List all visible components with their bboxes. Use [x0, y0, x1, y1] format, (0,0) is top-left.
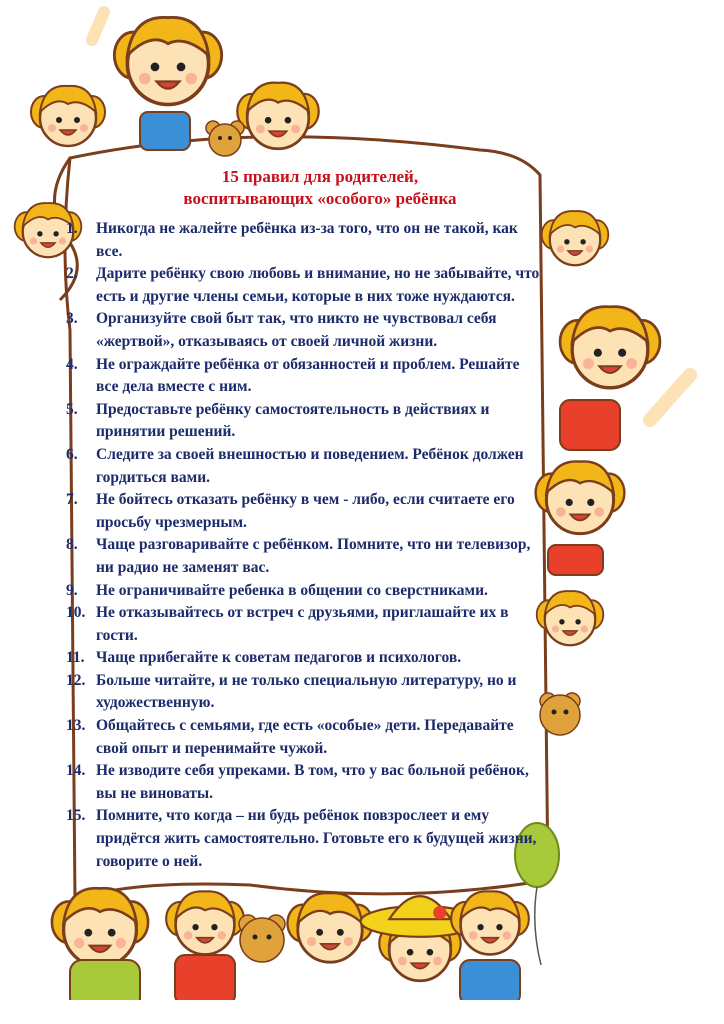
rule-text: Не бойтесь отказать ребёнку в чем - либо, если считаете его просьбу чрезмерным.	[96, 491, 515, 531]
teddy-bear-bottom	[239, 915, 285, 962]
rule-number: 1.	[66, 220, 78, 237]
rule-item	[66, 218, 544, 263]
rule-text: Предоставьте ребёнку самостоятельность в действиях и принятии решений.	[96, 400, 490, 441]
rule-item	[66, 308, 544, 353]
rule-number: 3.	[66, 310, 78, 328]
rule-item	[66, 805, 544, 873]
rule-number: 4.	[66, 355, 78, 373]
rule-text: Организуйте свой быт так, что никто не чувствовал себя «жертвой», отказываясь от своей личной жизни.	[96, 310, 497, 350]
kid-bottom-1	[52, 888, 148, 966]
rule-item	[66, 354, 544, 399]
rule-text: Следите за своей внешностью и поведением. Ребёнок должен гордиться вами.	[96, 445, 524, 486]
rule-number: 2.	[66, 265, 78, 283]
kid-right-2	[560, 307, 660, 388]
rule-text: Не изводите себя упреками. В том, что у вас больной ребёнок, вы не виноваты.	[96, 762, 529, 802]
rule-item	[66, 399, 544, 444]
rule-item	[66, 489, 544, 534]
kid-bottom-2	[166, 891, 244, 954]
rules-list	[66, 218, 544, 873]
rule-number: 13.	[66, 717, 86, 735]
rule-text: Не отказывайтесь от встреч с друзьями, приглашайте их в гости.	[96, 604, 509, 644]
rule-item	[66, 580, 544, 603]
rule-item	[66, 647, 544, 670]
rule-text: Чаще прибегайте к советам педагогов и психологов.	[96, 649, 462, 667]
kid-bottom-3	[287, 893, 372, 962]
teddy-bear-right	[540, 693, 580, 735]
page-title	[90, 166, 550, 210]
rule-text: Помните, что когда – ни будь ребёнок повзрослеет и ему придётся жить самостоятельно. Готовьте его к будущей жизни, говорите о ней.	[96, 807, 537, 870]
rule-number: 9.	[66, 581, 78, 599]
rule-number: 11.	[66, 649, 85, 667]
rule-text: Общайтесь с семьями, где есть «особые» дети. Передавайте свой опыт и перенимайте чужой.	[96, 717, 514, 757]
rule-number: 15.	[66, 807, 86, 825]
rule-text: Дарите ребёнку свою любовь и внимание, но не забывайте, что есть и другие члены семьи, которые в них тоже нуждаются.	[96, 265, 540, 305]
rule-text: Никогда не жалейте ребёнка из-за того, что он не такой, как все.	[96, 220, 518, 260]
rule-text: Больше читайте, и не только специальную литературу, но и художественную.	[96, 671, 517, 712]
rule-item	[66, 602, 544, 647]
kid-right-3	[536, 461, 625, 533]
kid-top-2	[114, 17, 221, 104]
rule-number: 14.	[66, 762, 86, 780]
rule-item	[66, 715, 544, 760]
rule-number: 5.	[66, 400, 78, 418]
rule-text: Чаще разговаривайте с ребёнком. Помните, что ни телевизор, ни радио не заменят вас.	[96, 536, 531, 576]
rule-number: 12.	[66, 671, 86, 689]
rule-text: Не ограничивайте ребенка в общении со сверстниками.	[96, 581, 488, 599]
kid-bottom-5	[451, 891, 529, 954]
title-line-2: воспитывающих «особого» ребёнка	[183, 189, 457, 208]
rule-item	[66, 670, 544, 715]
rule-number: 8.	[66, 536, 78, 554]
rule-item	[66, 263, 544, 308]
rule-item	[66, 444, 544, 489]
title-line-1: 15 правил для родителей,	[221, 167, 419, 186]
rule-number: 7.	[66, 491, 78, 509]
kid-top-1	[31, 86, 105, 146]
kid-right-1	[542, 211, 609, 265]
rule-number: 6.	[66, 445, 78, 463]
rule-item	[66, 760, 544, 805]
rule-item	[66, 534, 544, 579]
rule-number: 10.	[66, 604, 86, 622]
rule-text: Не ограждайте ребёнка от обязанностей и проблем. Решайте все дела вместе с ним.	[96, 355, 520, 396]
